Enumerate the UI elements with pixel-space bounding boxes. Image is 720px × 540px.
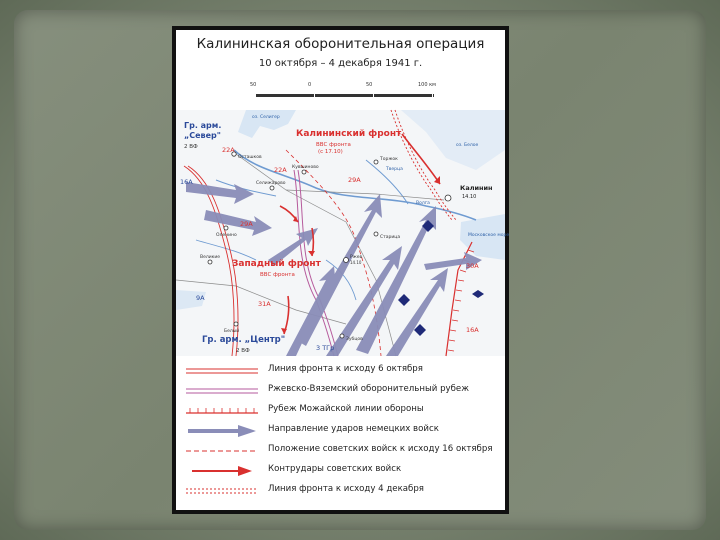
- army-22a-label-2: 22А: [274, 166, 287, 174]
- legend-symbol-mozhaisk: [186, 405, 258, 417]
- city-olenino: [224, 226, 228, 230]
- city-torzhok-label: Торжок: [380, 157, 398, 162]
- map-legend: [176, 358, 505, 508]
- legend-row: [186, 462, 501, 480]
- city-zubtsov-label: Зубцов: [346, 337, 363, 342]
- city-staritsa-label: Старица: [380, 235, 401, 240]
- legend-symbol-front-oct6: [186, 365, 258, 377]
- scale-tick-label: 0: [308, 82, 312, 88]
- city-rzhev-date: 14.10: [350, 260, 362, 265]
- legend-symbol-front-dec4: [186, 485, 258, 497]
- city-torzhok: [374, 160, 378, 164]
- city-olenino-label: Оленино: [216, 233, 237, 238]
- legend-row: [186, 402, 501, 420]
- legend-row: [186, 482, 501, 500]
- legend-symbol-rzhev-vyazma: [186, 385, 258, 397]
- map-subtitle: 10 октября – 4 декабря 1941 г.: [258, 58, 423, 69]
- city-belyi-label: Белый: [224, 329, 240, 334]
- city-selizharovo-label: Селижарово: [256, 181, 286, 186]
- city-kalinin-date: 14.10: [462, 194, 477, 200]
- vf2-north-label: 2 ВФ: [184, 144, 198, 150]
- legend-text: Направление ударов немецких войск: [268, 424, 439, 434]
- city-staritsa: [374, 232, 378, 236]
- lake-seliger-label: оз. Селигер: [252, 115, 280, 120]
- lake-label: оз. Белое: [456, 143, 479, 148]
- city-rzhev-label: Ржев: [350, 255, 363, 260]
- legend-row: [186, 422, 501, 440]
- legend-text: Линия фронта к исходу 4 декабря: [268, 484, 424, 494]
- kalinin-front-date-label: (с 17.10): [318, 149, 343, 155]
- army-22a-label: 22А: [222, 146, 235, 154]
- city-belyi: [234, 322, 238, 326]
- legend-row: [186, 442, 501, 460]
- army-31a-label: 31А: [258, 300, 271, 308]
- operation-map: [176, 110, 510, 356]
- city-kalinin-label: Калинин: [460, 184, 493, 192]
- map-title: Калининская оборонительная операция: [196, 36, 485, 52]
- scale-bar: [248, 82, 438, 102]
- city-velikie-label: Великие: [200, 255, 221, 260]
- army-30a-label: 30А: [466, 262, 479, 270]
- legend-text: Контрудары советских войск: [268, 464, 402, 474]
- volga-label: Волга: [416, 201, 430, 206]
- city-kuvshinovo: [302, 170, 306, 174]
- kalinin-front-label: Калининский фронт: [296, 129, 402, 139]
- city-kalinin: [445, 195, 451, 201]
- legend-text: Линия фронта к исходу 6 октября: [268, 364, 423, 374]
- legend-text: Ржевско-Вяземский оборонительный рубеж: [268, 384, 469, 394]
- legend-text: Рубеж Можайской линии обороны: [268, 404, 424, 414]
- group-center-vf-label: 2 ВФ: [236, 348, 250, 354]
- scale-bar-line: [256, 94, 434, 97]
- city-ostashkov-label: Осташков: [238, 155, 262, 160]
- army-29a-label-2: 29А: [240, 220, 253, 228]
- army-16a-label: 16А: [180, 178, 193, 186]
- tvertsa-label: Тверца: [386, 167, 403, 172]
- moscow-sea-label: Московское море: [468, 233, 510, 238]
- group-north-label-2: „Север": [184, 131, 221, 140]
- western-front-label: Западный фронт: [232, 259, 321, 269]
- legend-row: [186, 382, 501, 400]
- map-image: [176, 30, 510, 510]
- scale-tick-label: 100 км: [418, 82, 436, 88]
- army-16a-label-2: 16А: [466, 326, 479, 334]
- legend-symbol-soviet-oct16: [186, 445, 258, 457]
- city-selizharovo: [270, 186, 274, 190]
- city-velikie: [208, 260, 212, 264]
- city-rzhev: [344, 258, 349, 263]
- legend-symbol-soviet-counterattack: [186, 465, 258, 477]
- city-zubtsov: [340, 334, 344, 338]
- panzer-group-label: 3 ТГр: [316, 344, 335, 352]
- legend-symbol-german-attack: [186, 425, 258, 437]
- western-front-air-label: ВВС фронта: [260, 272, 295, 278]
- army-29a-label: 29А: [348, 176, 361, 184]
- army-9a-label: 9А: [196, 294, 205, 302]
- kalinin-front-air-label: ВВС фронта: [316, 142, 351, 148]
- city-kuvshinovo-label: Кувшиново: [292, 165, 319, 170]
- scale-tick-label: 50: [250, 82, 257, 88]
- legend-text: Положение советских войск к исходу 16 октября: [268, 444, 493, 454]
- group-center-label: Гр. арм. „Центр": [202, 335, 286, 345]
- scale-tick-label: 50: [366, 82, 373, 88]
- legend-row: [186, 362, 501, 380]
- group-north-label: Гр. арм.: [184, 121, 222, 130]
